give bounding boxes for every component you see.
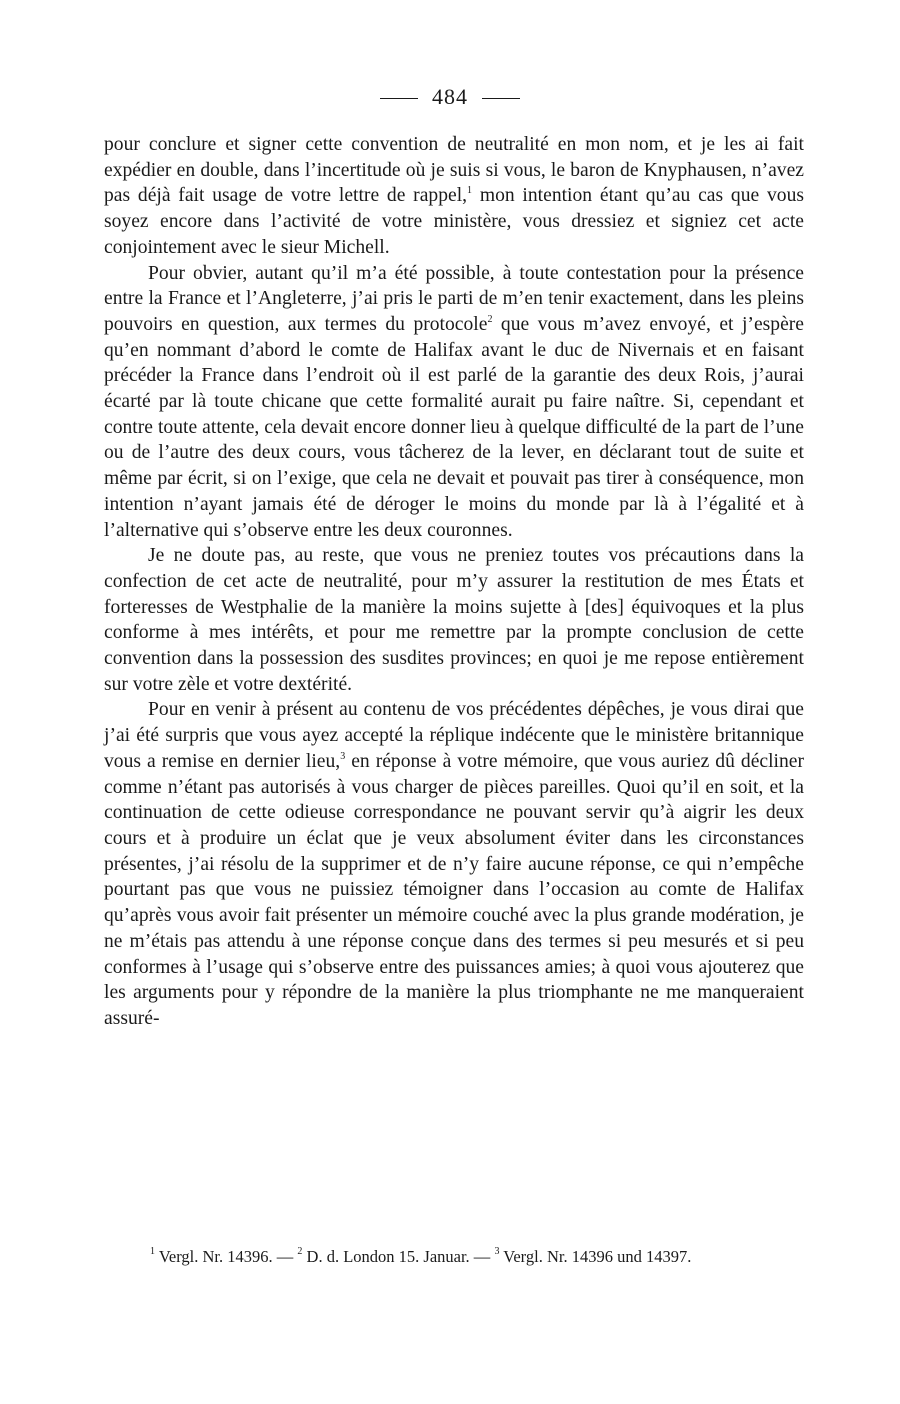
- footnotes: [104, 1244, 804, 1269]
- paragraph-3: Je ne doute pas, au reste, que vous ne preniez toutes vos précautions dans la confection de cet acte de neutralité, pour m’y assurer la restitution de mes États et forteresses de Westphalie de la manière la moins sujette à [des] équivoques et la plus conforme à mes intérêts, et pour me remettre par la prompte conclusion de cette convention dans la possession des susdites provinces; en quoi je me repose entièrement sur votre zèle et votre dextérité.: [104, 545, 804, 695]
- page-header: [0, 84, 900, 110]
- footnote-ref-1: 1: [467, 185, 473, 197]
- paragraph-1: pour conclure et signer cette convention de neutralité en mon nom, et je les ai fait expédier en double, dans l’incertitude où je suis si vous, le baron de Knyphausen, n’avez pas déjà fait usage de votre lettre de rappel,$^1$ mon intention étant qu’au cas que vous soyez encore dans l’activité de votre ministère, vous dressiez et signiez cet acte conjointement avec le sieur Michell.: [104, 134, 804, 258]
- footnote-mark-3: 3: [494, 1246, 500, 1257]
- footnote-ref-3: 3: [340, 750, 346, 762]
- paragraph-4: Pour en venir à présent au contenu de vos précédentes dépêches, je vous dirai que j’ai été surpris que vous ayez accepté la réplique indécente que le ministère britannique vous a remise en dernier lieu,$^3$ en réponse à votre mémoire, que vous auriez dû décliner comme n’étant pas autorisés à vous charger de pièces pareilles. Quoi qu’il en soit, et la continuation de cette odieuse correspondance ne pouvant servir qu’à aigrir les deux cours et à produire un éclat que je veux absolument éviter dans les circonstances présentes, j’ai résolu de la supprimer et de n’y faire aucune réponse, ce qui n’empêche pourtant pas que vous ne puissiez témoigner dans l’occasion au comte de Halifax qu’après vous avoir fait présenter un mémoire couché avec la plus grande modération, je ne m’étais pas attendu à une réponse conçue dans des termes si peu mesurés et si peu conformes à l’usage qui s’observe entre des puissances amies; à quoi vous ajouterez que les arguments pour y répondre de la manière la plus triomphante ne me manqueraient assuré-: [104, 699, 804, 1029]
- footnote-mark-2: 2: [297, 1246, 303, 1257]
- header-dash-left: [380, 98, 418, 99]
- paragraph-2: Pour obvier, autant qu’il m’a été possible, à toute contestation pour la présence entre la France et l’Angleterre, j’ai pris le parti de m’en tenir exactement, dans les pleins pouvoirs en question, aux termes du protocole$^2$ que vous m’avez envoyé, et j’espère qu’en nommant d’abord le comte de Halifax avant le duc de Nivernais et en faisant précéder la France dans l’endroit où il est parlé de la garantie des deux Rois, j’aurai écarté par là toute chicane que cette formalité aurait pu faire naître. Si, cependant et contre toute attente, cela devait encore donner lieu à quelque difficulté de la part de l’une ou de l’autre des deux cours, vous tâcherez de la lever, en déclarant tout de suite et même par écrit, si on l’exige, que cela ne devait et pouvait pas tirer à conséquence, mon intention n’ayant jamais été de déroger le moins du monde par là à l’égalité et à l’alternative qui s’observe entre les deux couronnes.: [104, 262, 804, 541]
- header-dash-right: [482, 98, 520, 99]
- page-number: 484: [432, 84, 468, 109]
- footnote-2: D. d. London 15. Januar. —: [306, 1247, 491, 1266]
- footnote-mark-1: 1: [150, 1246, 155, 1257]
- footnote-3: Vergl. Nr. 14396 und 14397.: [503, 1247, 692, 1266]
- footnote-ref-2: 2: [487, 313, 493, 325]
- body-text: [104, 132, 804, 1032]
- footnote-1: Vergl. Nr. 14396. —: [158, 1247, 294, 1266]
